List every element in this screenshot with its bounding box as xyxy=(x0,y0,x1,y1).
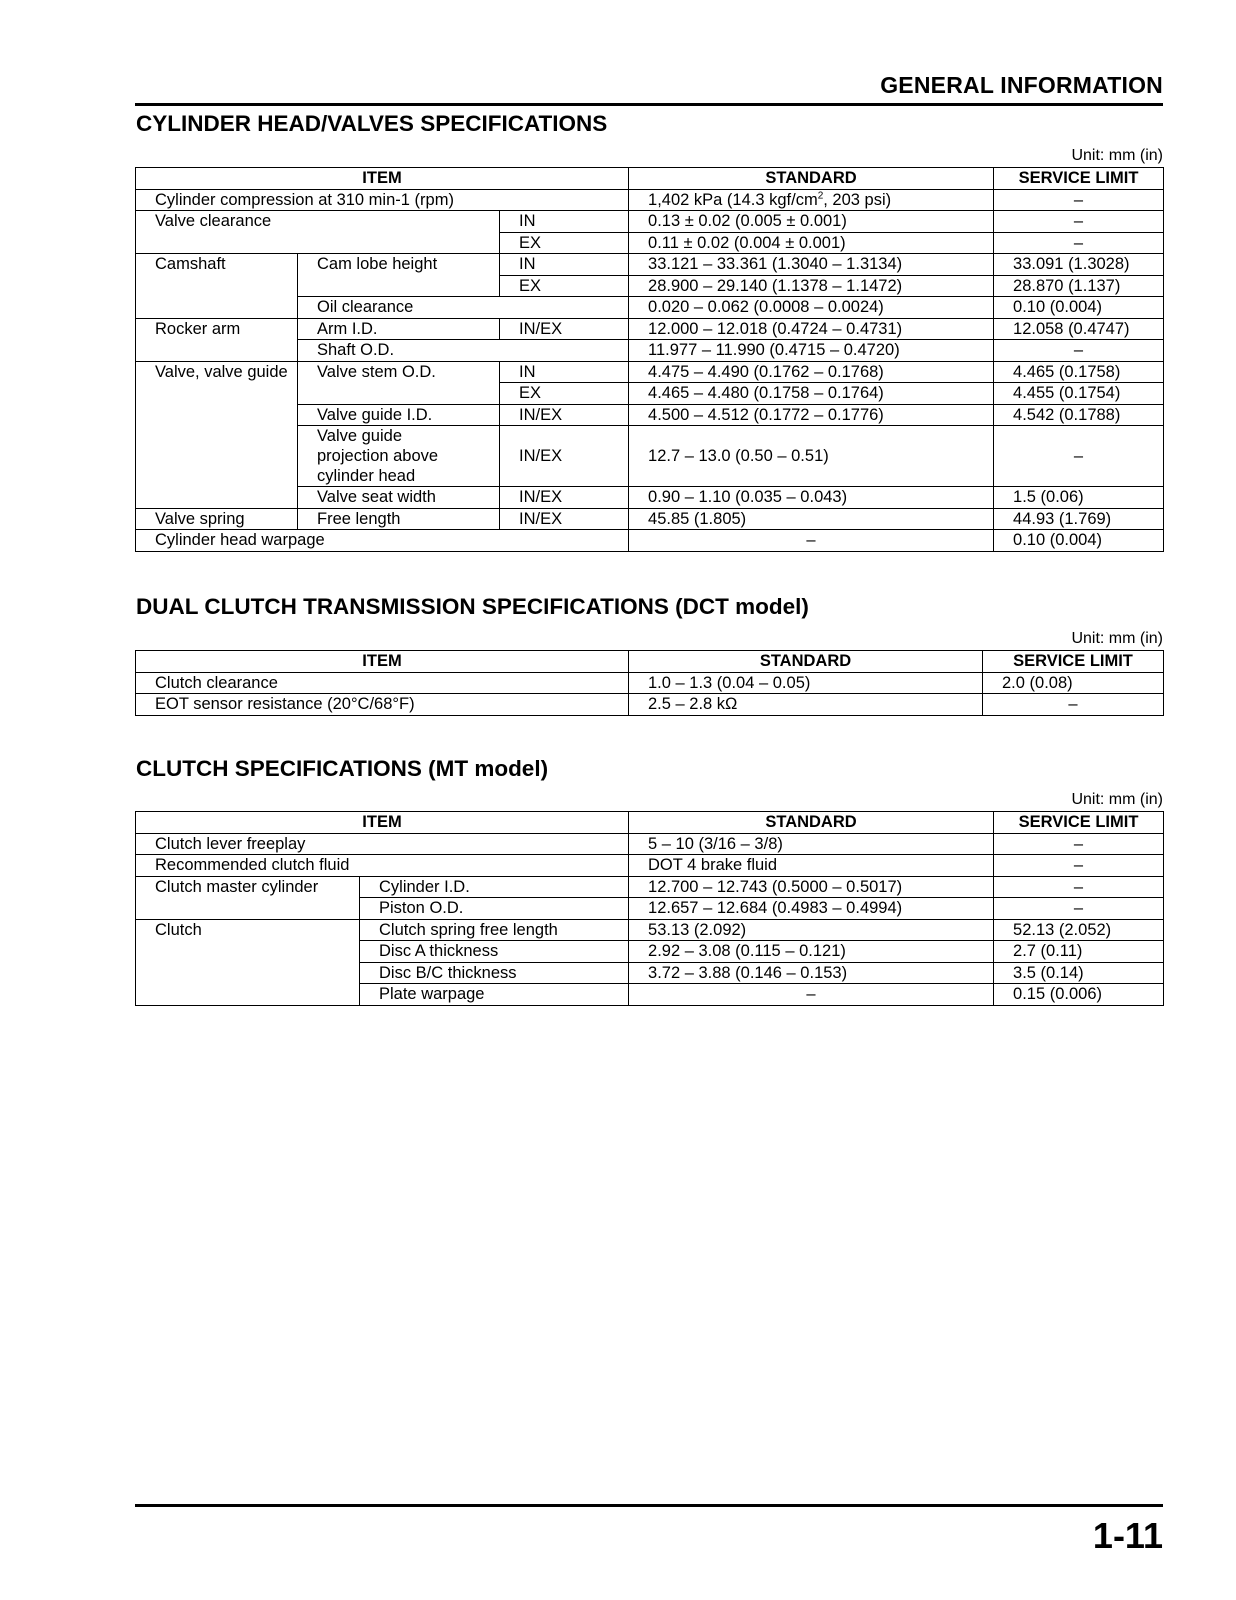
header-service-limit: SERVICE LIMIT xyxy=(994,168,1164,190)
page-number: 1-11 xyxy=(1092,1515,1163,1556)
header-title: GENERAL INFORMATION xyxy=(880,72,1163,98)
standard-cell: 12.700 – 12.743 (0.5000 – 0.5017) xyxy=(629,876,994,898)
limit-cell: – xyxy=(994,876,1164,898)
sub-item-cell: Valve seat width xyxy=(298,487,500,509)
standard-cell: 0.11 ± 0.02 (0.004 ± 0.001) xyxy=(629,232,994,254)
limit-cell: 0.10 (0.004) xyxy=(994,530,1164,552)
sub-item-cell: Cylinder I.D. xyxy=(360,876,629,898)
standard-cell: 1,402 kPa (14.3 kgf/$cm^2$, 203 psi) xyxy=(629,189,994,211)
standard-cell: DOT 4 brake fluid xyxy=(629,855,994,877)
direction-cell: EX xyxy=(500,232,629,254)
limit-cell: 4.542 (0.1788) xyxy=(994,404,1164,426)
limit-cell: – xyxy=(994,426,1164,487)
standard-cell: 12.7 – 13.0 (0.50 – 0.51) xyxy=(629,426,994,487)
standard-cell: 4.475 – 4.490 (0.1762 – 0.1768) xyxy=(629,361,994,383)
limit-cell: 33.091 (1.3028) xyxy=(994,254,1164,276)
item-cell: Clutch xyxy=(136,919,360,1005)
header-standard: STANDARD xyxy=(629,812,994,834)
sub-item-cell: Valve guide projection above cylinder head xyxy=(298,426,500,487)
cylinder-head-title: CYLINDER HEAD/VALVES SPECIFICATIONS xyxy=(136,111,608,136)
header-item: ITEM xyxy=(136,168,629,190)
direction-cell: EX xyxy=(500,383,629,405)
standard-cell: 11.977 – 11.990 (0.4715 – 0.4720) xyxy=(629,340,994,362)
sub-item-cell: Plate warpage xyxy=(360,984,629,1006)
item-cell: Clutch lever freeplay xyxy=(136,833,629,855)
standard-cell: 0.020 – 0.062 (0.0008 – 0.0024) xyxy=(629,297,994,319)
sub-item-cell: Cam lobe height xyxy=(298,254,500,297)
standard-cell: – xyxy=(629,530,994,552)
standard-cell: 3.72 – 3.88 (0.146 – 0.153) xyxy=(629,962,994,984)
item-cell: Rocker arm xyxy=(136,318,298,361)
table-row xyxy=(136,254,1164,276)
header-item: ITEM xyxy=(136,812,629,834)
limit-cell: – xyxy=(994,189,1164,211)
item-cell: Cylinder compression at 310 min-1 (rpm) xyxy=(136,189,629,211)
sub-item-cell: Piston O.D. xyxy=(360,898,629,920)
standard-cell: 4.465 – 4.480 (0.1758 – 0.1764) xyxy=(629,383,994,405)
standard-cell: 0.90 – 1.10 (0.035 – 0.043) xyxy=(629,487,994,509)
table-row xyxy=(136,530,1164,552)
direction-cell: IN xyxy=(500,211,629,233)
standard-cell: 28.900 – 29.140 (1.1378 – 1.1472) xyxy=(629,275,994,297)
table-header-row xyxy=(136,651,1164,673)
item-cell: Valve, valve guide xyxy=(136,361,298,508)
limit-cell: 28.870 (1.137) xyxy=(994,275,1164,297)
direction-cell: IN/EX xyxy=(500,508,629,530)
limit-cell: 1.5 (0.06) xyxy=(994,487,1164,509)
limit-cell: – xyxy=(983,694,1164,716)
item-cell: Cylinder head warpage xyxy=(136,530,629,552)
limit-cell: – xyxy=(994,232,1164,254)
clutch-unit: Unit: mm (in) xyxy=(1071,791,1163,808)
standard-cell: 1.0 – 1.3 (0.04 – 0.05) xyxy=(629,672,983,694)
limit-cell: 4.455 (0.1754) xyxy=(994,383,1164,405)
limit-cell: – xyxy=(994,211,1164,233)
sub-item-cell: Disc B/C thickness xyxy=(360,962,629,984)
limit-cell: 2.7 (0.11) xyxy=(994,941,1164,963)
standard-cell: 12.000 – 12.018 (0.4724 – 0.4731) xyxy=(629,318,994,340)
dct-title: DUAL CLUTCH TRANSMISSION SPECIFICATIONS (DCT model) xyxy=(136,594,809,619)
limit-cell: 52.13 (2.052) xyxy=(994,919,1164,941)
sub-item-cell: Disc A thickness xyxy=(360,941,629,963)
item-cell: Valve clearance xyxy=(136,211,500,254)
sub-item-cell: Valve guide I.D. xyxy=(298,404,500,426)
sub-item-cell: Clutch spring free length xyxy=(360,919,629,941)
limit-cell: 44.93 (1.769) xyxy=(994,508,1164,530)
header-standard: STANDARD xyxy=(629,651,983,673)
limit-cell: 2.0 (0.08) xyxy=(983,672,1164,694)
clutch-table xyxy=(135,811,1164,1006)
dct-table xyxy=(135,650,1164,716)
header-standard: STANDARD xyxy=(629,168,994,190)
item-cell: Recommended clutch fluid xyxy=(136,855,629,877)
standard-cell: 2.5 – 2.8 kΩ xyxy=(629,694,983,716)
dct-unit: Unit: mm (in) xyxy=(1071,630,1163,647)
sub-item-cell: Free length xyxy=(298,508,500,530)
standard-cell: 0.13 ± 0.02 (0.005 ± 0.001) xyxy=(629,211,994,233)
table-row xyxy=(136,508,1164,530)
item-cell: Valve spring xyxy=(136,508,298,530)
standard-cell: 12.657 – 12.684 (0.4983 – 0.4994) xyxy=(629,898,994,920)
standard-cell: 5 – 10 (3/16 – 3/8) xyxy=(629,833,994,855)
standard-cell: 2.92 – 3.08 (0.115 – 0.121) xyxy=(629,941,994,963)
header-service-limit: SERVICE LIMIT xyxy=(983,651,1164,673)
cylinder-head-table xyxy=(135,167,1164,552)
table-row xyxy=(136,855,1164,877)
direction-cell: IN/EX xyxy=(500,487,629,509)
table-row xyxy=(136,876,1164,898)
standard-cell: – xyxy=(629,984,994,1006)
table-row xyxy=(136,694,1164,716)
limit-cell: 0.15 (0.006) xyxy=(994,984,1164,1006)
item-cell: Clutch clearance xyxy=(136,672,629,694)
item-cell: Clutch master cylinder xyxy=(136,876,360,919)
sub-item-cell: Valve stem O.D. xyxy=(298,361,500,404)
clutch-title: CLUTCH SPECIFICATIONS (MT model) xyxy=(136,756,549,781)
direction-cell: IN/EX xyxy=(500,318,629,340)
item-cell: EOT sensor resistance (20°C/68°F) xyxy=(136,694,629,716)
table-row xyxy=(136,318,1164,340)
limit-cell: – xyxy=(994,855,1164,877)
cylinder-head-unit: Unit: mm (in) xyxy=(1071,147,1163,164)
table-row xyxy=(136,189,1164,211)
header-item: ITEM xyxy=(136,651,629,673)
table-row xyxy=(136,919,1164,941)
sub-item-cell: Oil clearance xyxy=(298,297,629,319)
table-header-row xyxy=(136,812,1164,834)
table-row xyxy=(136,833,1164,855)
footer-rule xyxy=(135,1504,1163,1507)
limit-cell: 4.465 (0.1758) xyxy=(994,361,1164,383)
header-service-limit: SERVICE LIMIT xyxy=(994,812,1164,834)
limit-cell: 12.058 (0.4747) xyxy=(994,318,1164,340)
table-row xyxy=(136,672,1164,694)
sub-item-cell: Shaft O.D. xyxy=(298,340,629,362)
standard-cell: 53.13 (2.092) xyxy=(629,919,994,941)
standard-cell: 45.85 (1.805) xyxy=(629,508,994,530)
table-header-row xyxy=(136,168,1164,190)
item-cell: Camshaft xyxy=(136,254,298,319)
limit-cell: 3.5 (0.14) xyxy=(994,962,1164,984)
direction-cell: IN/EX xyxy=(500,404,629,426)
sub-item-cell: Arm I.D. xyxy=(298,318,500,340)
header-rule xyxy=(135,103,1163,106)
limit-cell: 0.10 (0.004) xyxy=(994,297,1164,319)
direction-cell: IN xyxy=(500,361,629,383)
direction-cell: IN/EX xyxy=(500,426,629,487)
direction-cell: EX xyxy=(500,275,629,297)
table-row xyxy=(136,211,1164,233)
limit-cell: – xyxy=(994,898,1164,920)
direction-cell: IN xyxy=(500,254,629,276)
limit-cell: – xyxy=(994,340,1164,362)
table-row xyxy=(136,361,1164,383)
standard-cell: 4.500 – 4.512 (0.1772 – 0.1776) xyxy=(629,404,994,426)
limit-cell: – xyxy=(994,833,1164,855)
standard-cell: 33.121 – 33.361 (1.3040 – 1.3134) xyxy=(629,254,994,276)
